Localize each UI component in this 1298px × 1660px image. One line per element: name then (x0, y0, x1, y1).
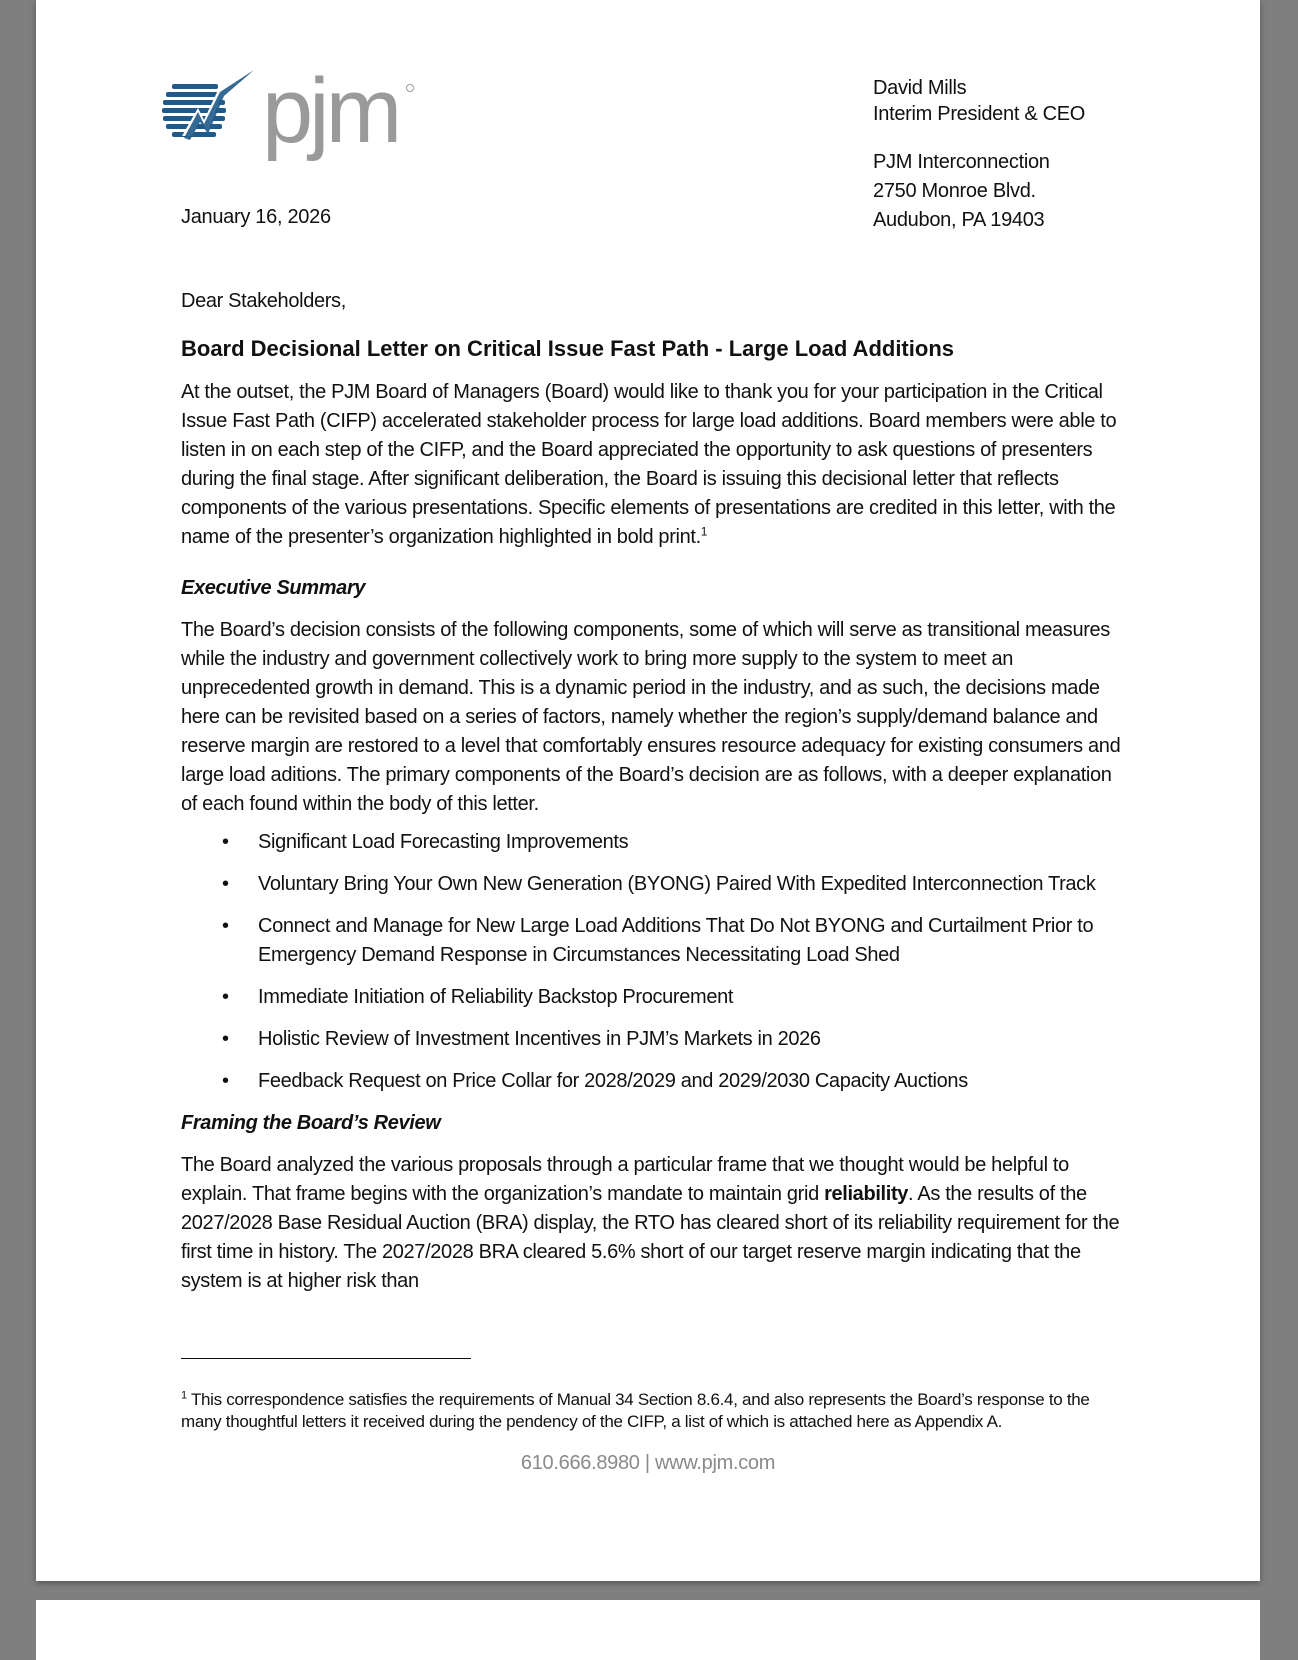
pjm-logo-icon (154, 62, 414, 172)
intro-text: At the outset, the PJM Board of Managers (Board) would like to thank you for your participation in the Critical Issue Fast Path (CIFP) accelerated stakeholder process for large load additions. Board members were able to listen in on each step of the CIFP, and the Board appreciated the opportunity to ask questions of presenters during the final stage. After significant deliberation, the Board is issuing this decisional letter that reflects components of the various presentations. Specific elements of presentations are credited in this letter, with the name of the presenter’s organization highlighted in bold print. (181, 381, 1117, 548)
list-item: • Immediate Initiation of Reliability Backstop Procurement (181, 983, 1121, 1012)
sender-title: Interim President & CEO (873, 103, 1086, 125)
sender-address (873, 148, 1085, 235)
sender-street: 2750 Monroe Blvd. (873, 180, 1036, 202)
bullet-icon: • (222, 986, 229, 1008)
decision-components-list (181, 828, 1121, 1096)
intro-paragraph (181, 378, 1121, 552)
footnote-divider (181, 1358, 471, 1359)
list-item: • Holistic Review of Investment Incentives in PJM’s Markets in 2026 (181, 1025, 1121, 1054)
framing-paragraph: The Board analyzed the various proposals through a particular frame that we thought would be helpful to explain. That frame begins with the organization’s mandate to maintain grid reliability. As the results of the 2027/2028 Base Residual Auction (BRA) display, the RTO has cleared short of its reliability requirement for the first time in history. The 2027/2028 BRA cleared 5.6% short of our target reserve margin indicating that the system is at higher risk than (181, 1154, 1120, 1292)
bullet-icon: • (222, 873, 229, 895)
list-item: • Significant Load Forecasting Improvements (181, 828, 1121, 857)
sender-block (873, 75, 1085, 235)
sender-city: Audubon, PA 19403 (873, 209, 1045, 231)
bullet-icon: • (222, 1070, 229, 1092)
letter-body (181, 287, 1121, 1296)
footnote (181, 1389, 1121, 1433)
bullet-icon: • (222, 831, 229, 853)
list-item: • Connect and Manage for New Large Load Additions That Do Not BYONG and Curtailment Prior to Emergency Demand Response in Circumstances Necessitating Load Shed (181, 912, 1121, 970)
bullet-icon: • (222, 1028, 229, 1050)
salutation: Dear Stakeholders, (181, 290, 346, 312)
executive-summary-paragraph: The Board’s decision consists of the following components, some of which will serve as transitional measures while the industry and government collectively work to bring more supply to the system to meet an unprecedented growth in demand. This is a dynamic period in the industry, and as such, the decisions made here can be revisited based on a series of factors, namely whether the region’s supply/demand balance and reserve margin are restored to a level that comfortably ensures resource adequacy for existing consumers and large load aditions. The primary components of the Board’s decision are as follows, with a deeper explanation of each found within the body of this letter. (181, 619, 1121, 815)
sender-org: PJM Interconnection (873, 151, 1050, 173)
next-page-preview (36, 1600, 1260, 1660)
footnote-ref[interactable]: 1 (700, 524, 708, 539)
pjm-logo (154, 62, 414, 172)
letter-date: January 16, 2026 (181, 206, 331, 228)
executive-summary-heading: Executive Summary (181, 577, 366, 599)
bullet-icon: • (222, 915, 229, 937)
list-item: • Voluntary Bring Your Own New Generation (BYONG) Paired With Expedited Interconnection Track (181, 870, 1121, 899)
list-item: • Feedback Request on Price Collar for 2028/2029 and 2029/2030 Capacity Auctions (181, 1067, 1121, 1096)
page-footer-contact: 610.666.8980 | www.pjm.com (520, 1452, 776, 1474)
letter-page (36, 0, 1260, 1581)
framing-heading: Framing the Board’s Review (181, 1112, 441, 1134)
sender-name: David Mills (873, 77, 967, 99)
letter-title: Board Decisional Letter on Critical Issue Fast Path - Large Load Additions (181, 336, 954, 361)
footnote-number: 1 (181, 1389, 187, 1402)
reliability-emphasis: reliability (824, 1183, 909, 1205)
footnote-text: This correspondence satisfies the requirements of Manual 34 Section 8.6.4, and also represents the Board’s response to the many thoughtful letters it received during the pendency of the CIFP, a list of which is attached here as Appendix A. (181, 1390, 1090, 1431)
logo-wordmark: pjm (262, 62, 399, 162)
